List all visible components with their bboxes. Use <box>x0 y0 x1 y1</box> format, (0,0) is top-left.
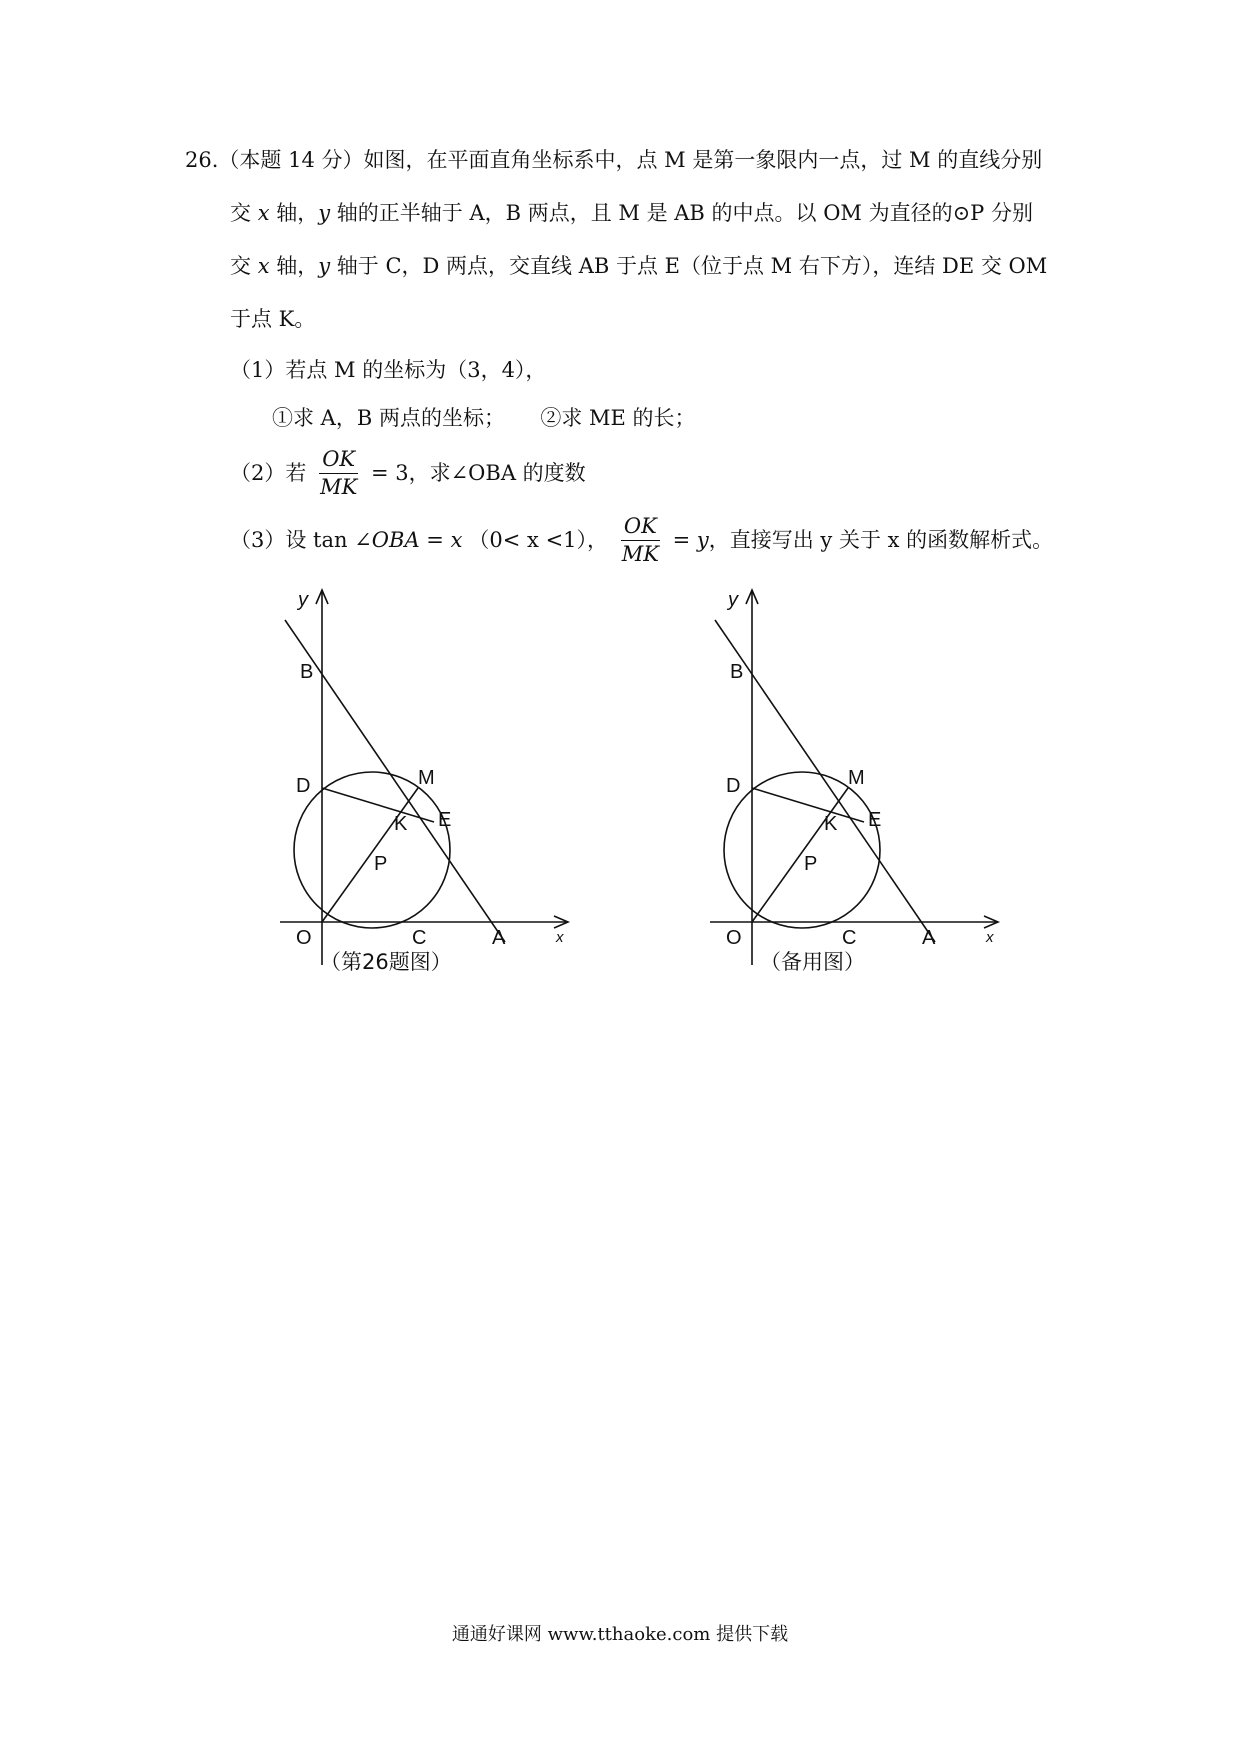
circle-p <box>294 772 450 928</box>
caption-main-text: （第26题图） <box>320 950 452 974</box>
label-a: A <box>922 927 936 949</box>
segment-de <box>322 788 434 822</box>
label-x: x <box>556 929 564 946</box>
part3-range: （0< x <1）， <box>468 528 609 553</box>
page-footer <box>0 1620 1240 1646</box>
part3-prefix: （3）设 tan <box>230 528 355 553</box>
problem-line-1 <box>185 150 1042 171</box>
label-c: C <box>842 927 857 949</box>
label-b: B <box>300 661 314 683</box>
fraction-numerator: OK <box>319 448 358 474</box>
line-ab <box>715 620 935 942</box>
part3-angle: ∠OBA <box>354 528 420 553</box>
part3 <box>230 515 1053 566</box>
label-d: D <box>296 775 311 797</box>
label-y: y <box>298 589 308 611</box>
label-e: E <box>868 809 882 831</box>
problem-number: 26. <box>185 148 219 172</box>
fraction-denominator: MK <box>320 475 358 500</box>
part1-label <box>230 360 546 381</box>
part1-q1: ①求 A，B 两点的坐标； <box>272 406 505 430</box>
segment-om <box>322 788 418 922</box>
part1-questions <box>272 408 696 429</box>
problem-text-1: 如图，在平面直角坐标系中，点 M 是第一象限内一点，过 M 的直线分别 <box>363 148 1043 172</box>
footer-text: 通通好课网 www.tthaoke.com 提供下载 <box>451 1624 789 1645</box>
part3-suffix: ，直接写出 y 关于 x 的函数解析式。 <box>708 528 1054 553</box>
part1-q2: ②求 ME 的长； <box>540 406 696 430</box>
text-fragment: 交 <box>230 201 258 225</box>
segment-om <box>752 788 848 922</box>
part2-suffix: = 3，求∠OBA 的度数 <box>370 461 586 486</box>
fraction-denominator: MK <box>621 542 659 567</box>
part3-eq-x: = x <box>419 528 463 553</box>
text-fragment: 轴于 C，D 两点，交直线 AB 于点 E（位于点 M 右下方），连结 DE 交 OM <box>330 254 1048 278</box>
text-fragment: 轴的正半轴于 A，B 两点，且 M 是 AB 的中点。以 OM 为直径的⊙P 分别 <box>330 201 1033 225</box>
part1-text: （1）若点 M 的坐标为（3，4）， <box>230 358 547 382</box>
label-e: E <box>438 809 452 831</box>
label-b: B <box>730 661 744 683</box>
problem-line-3 <box>230 256 1047 277</box>
caption-backup-text: （备用图） <box>760 950 865 974</box>
part2-prefix: （2）若 <box>230 461 307 486</box>
part2 <box>230 448 586 499</box>
part3-eq-y: = y <box>672 528 709 553</box>
var-x: x <box>257 201 270 225</box>
text-fragment: 交 <box>230 254 258 278</box>
caption-backup <box>760 952 865 973</box>
label-m: M <box>418 767 435 789</box>
label-d: D <box>726 775 741 797</box>
label-k: K <box>394 813 408 835</box>
var-x: x <box>257 254 270 278</box>
text-fragment: 轴， <box>269 254 319 278</box>
text-fragment: 轴， <box>269 201 319 225</box>
label-m: M <box>848 767 865 789</box>
circle-p <box>724 772 880 928</box>
label-y: y <box>728 589 738 611</box>
line-ab <box>285 620 505 942</box>
label-p: P <box>804 853 818 875</box>
figure-main <box>270 580 590 980</box>
label-o: O <box>726 927 742 949</box>
label-o: O <box>296 927 312 949</box>
label-k: K <box>824 813 838 835</box>
var-y: y <box>318 254 331 278</box>
problem-line-4 <box>230 309 315 330</box>
segment-de <box>752 788 864 822</box>
problem-points: （本题 14 分） <box>218 148 364 172</box>
part2-fraction <box>317 448 360 499</box>
var-y: y <box>318 201 331 225</box>
label-c: C <box>412 927 427 949</box>
fraction-numerator: OK <box>621 515 660 541</box>
problem-line-2 <box>230 203 1033 224</box>
label-a: A <box>492 927 506 949</box>
part3-fraction <box>619 515 662 566</box>
text-fragment: 于点 K。 <box>230 307 316 331</box>
label-p: P <box>374 853 388 875</box>
label-x: x <box>986 929 994 946</box>
caption-main <box>320 952 452 973</box>
figure-backup <box>700 580 1020 980</box>
